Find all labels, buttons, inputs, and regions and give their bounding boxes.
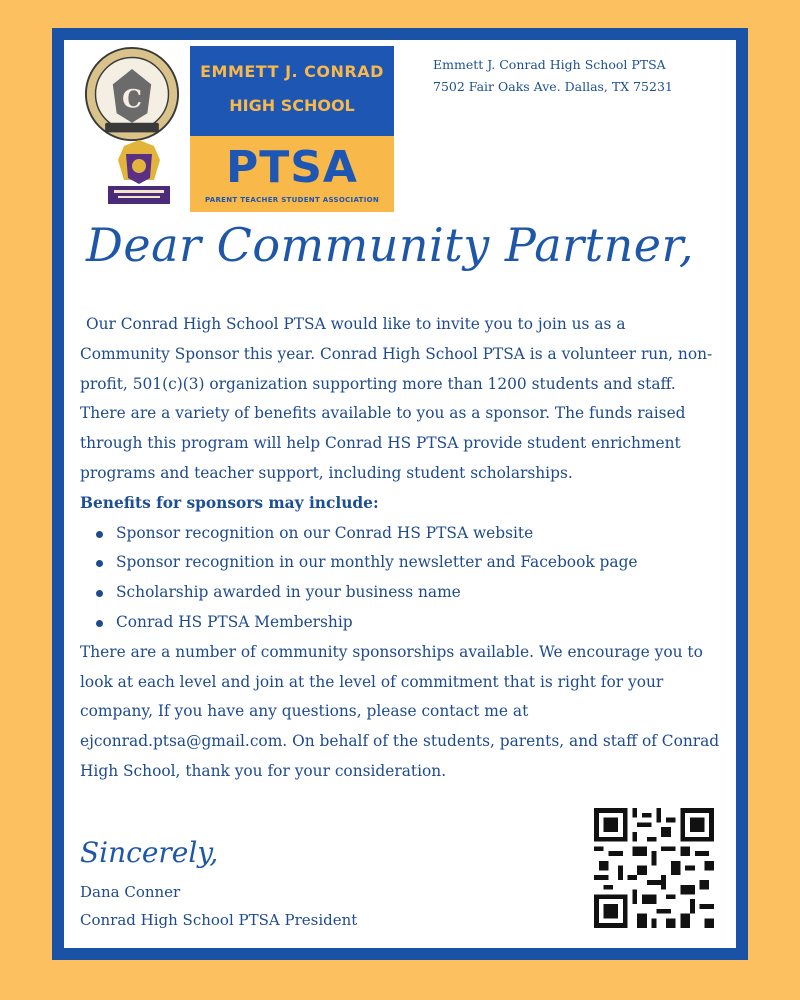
- ptsa-banner: [190, 136, 394, 212]
- school-crest-logo: [84, 46, 180, 142]
- crest-letter: C: [122, 84, 142, 114]
- list-item: Sponsor recognition in our monthly newsletter and Facebook page: [116, 548, 720, 578]
- letter-body: [80, 310, 720, 787]
- school-name-banner: [190, 46, 394, 136]
- salutation: Dear Community Partner,: [86, 218, 695, 272]
- paragraph-intro: Our Conrad High School PTSA would like to invite you to join us as a Community Sponsor this year. Conrad High School PTSA is a volunteer run, non-profit, 501(c)(3) organization supporting more than 1200 students and staff.: [80, 315, 713, 393]
- paragraph-closing: There are a number of community sponsorships available. We encourage you to look at each level and join at the level of commitment that is right for your company, If you have any questions, please contact me at ejconrad.ptsa@gmail.com. On behalf of the students, parents, and staff of Conrad High School, thank you for your consideration.: [80, 642, 720, 780]
- benefits-list: [80, 519, 720, 638]
- ptsa-crest-logo: [104, 140, 174, 208]
- paragraph-benefits-intro: There are a variety of benefits available to you as a sponsor. The funds raised through this program will help Conrad HS PTSA provide student enrichment programs and teacher support, including student scholarships.: [80, 404, 686, 482]
- address-line2: 7502 Fair Oaks Ave. Dallas, TX 75231: [433, 79, 673, 94]
- list-item: Scholarship awarded in your business name: [116, 578, 720, 608]
- list-item: Conrad HS PTSA Membership: [116, 608, 720, 638]
- ptsa-title: PTSA: [225, 142, 358, 193]
- signer-name: Dana Conner: [80, 883, 181, 901]
- benefits-heading: Benefits for sponsors may include:: [80, 493, 379, 512]
- school-name-line2: HIGH SCHOOL: [229, 96, 355, 115]
- list-item: Sponsor recognition on our Conrad HS PTSA website: [116, 519, 720, 549]
- school-name-line1: EMMETT J. CONRAD: [200, 62, 384, 81]
- address-line1: Emmett J. Conrad High School PTSA: [433, 57, 666, 72]
- closing-signature: Sincerely,: [80, 836, 219, 869]
- signer-title: Conrad High School PTSA President: [80, 911, 358, 929]
- qr-code[interactable]: [594, 808, 714, 928]
- signer-block: [80, 878, 357, 934]
- address-block: [433, 54, 723, 98]
- ptsa-subtitle: PARENT TEACHER STUDENT ASSOCIATION: [204, 196, 380, 204]
